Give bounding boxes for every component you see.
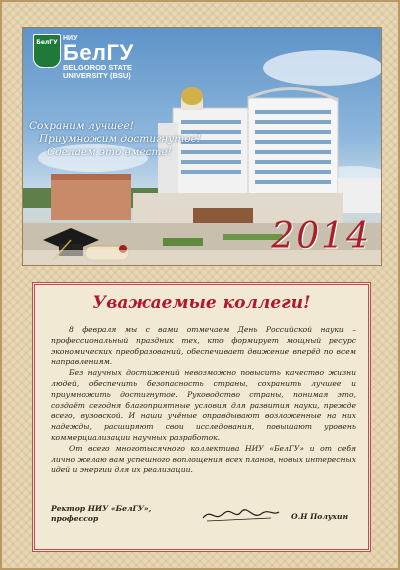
logo-emblem-icon — [33, 34, 61, 68]
logo-subtitle-line1: BELGOROD STATE — [63, 63, 132, 72]
slogan-3: Сделаем это вместе! — [47, 146, 172, 158]
logo-nru: НИУ — [63, 35, 78, 42]
university-photo — [22, 27, 382, 266]
logo-subtitle-line2: UNIVERSITY (BSU) — [63, 71, 131, 80]
paragraph-1: 8 февраля мы с вами отмечаем День Российской науки – профессиональный праздник тех, кто формирует мощный ресурс экономических преобразований, обеспечивает движение вперёд по всем направлениям. — [51, 325, 356, 367]
rector-title-line1: Ректор НИУ «БелГУ», — [51, 504, 152, 513]
letter-footer — [51, 504, 356, 544]
letter-body — [51, 325, 356, 476]
slogan-1: Сохраним лучшее! — [29, 120, 134, 132]
paragraph-2: Без научных достижений невозможно повысить качество жизни людей, обеспечить безопасность страны, сохранить лучшее и приумножить достигнутое. Руководство страны, понимая это, создаёт сегодня благоприятные условия для развития науки, прежде всего, вузовской. И наши учёные оправдывают возложенные на них надежды, расширяют свои исследования, повышают уровень коммерциализации научных разработок. — [51, 368, 356, 442]
university-logo — [33, 34, 163, 94]
signature-icon — [201, 506, 281, 524]
letter-heading: Уважаемые коллеги! — [92, 293, 311, 313]
rector-title-line2: профессор — [51, 514, 99, 523]
letter-panel — [32, 282, 371, 552]
year-label: 2014 — [271, 216, 371, 257]
logo-badge-text: БелГУ — [36, 39, 58, 46]
signer-name: О.Н Полухин — [291, 512, 349, 521]
rector-title — [51, 504, 151, 524]
logo-name: БелГУ — [63, 40, 134, 65]
slogans — [29, 120, 201, 159]
paragraph-3: От всего многотысячного коллектива НИУ «БелГУ» и от себя лично желаю вам успешного воплощения всех планов, новых интересных идей и энергии для их реализации. — [51, 443, 356, 475]
logo-subtitle — [63, 64, 132, 80]
slogan-2: Приумножим достигнутое! — [39, 133, 202, 145]
